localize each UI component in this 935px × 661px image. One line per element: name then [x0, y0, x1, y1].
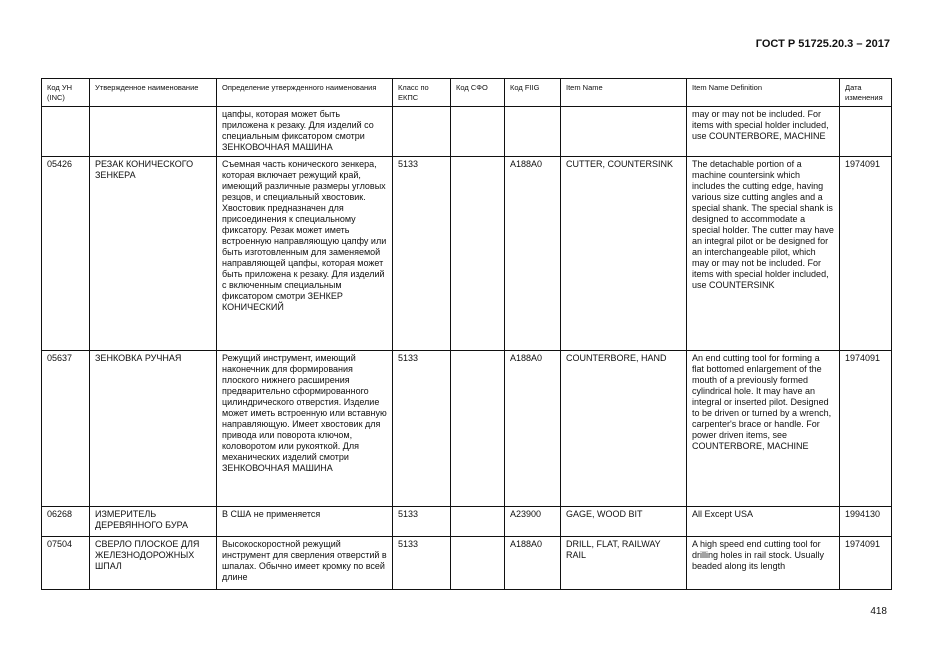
cell-change-date: 1974091	[840, 351, 892, 507]
cell-sfo-code	[451, 107, 505, 157]
cell-sfo-code	[451, 157, 505, 351]
column-header-definition: Определение утвержденного наименования	[217, 79, 393, 107]
column-header-item-name: Item Name	[561, 79, 687, 107]
cell-sfo-code	[451, 507, 505, 537]
table-header-row	[42, 79, 892, 107]
cell-change-date: 1994130	[840, 507, 892, 537]
cell-sfo-code	[451, 537, 505, 590]
table-row	[42, 507, 892, 537]
cell-inc: 07504	[42, 537, 90, 590]
cell-definition: Съемная часть конического зенкера, которая включает режущий край, имеющий различные размеры угловых резцов, и специальный хвостовик. Хвостовик предназначен для присоединения к специальному фиксатору. Резак может иметь встроенную направляющую цапфу или быть изготовленным для заменяемой направляющей цапфы, которая может быть приложена к резаку. Для изделий с включенным специальным фиксатором смотри ЗЕНКЕР КОНИЧЕСКИЙ	[217, 157, 393, 351]
nomenclature-table	[41, 78, 892, 590]
cell-inc: 06268	[42, 507, 90, 537]
column-header-approved-name: Утвержденное наименование	[90, 79, 217, 107]
cell-ekps-class	[393, 107, 451, 157]
column-header-ekps-class: Класс по ЕКПС	[393, 79, 451, 107]
cell-item-name-definition: An end cutting tool for forming a flat bottomed enlargement of the mouth of a previously formed cylindrical hole. It may have an integral or inserted pilot. Designed to be driven or turned by a wrench, carpenter's brace or handle. For power driven items, see COUNTERBORE, MACHINE	[687, 351, 840, 507]
cell-ekps-class: 5133	[393, 351, 451, 507]
cell-item-name-definition: A high speed end cutting tool for drilling holes in rail stock. Usually beaded along its length	[687, 537, 840, 590]
cell-ekps-class: 5133	[393, 157, 451, 351]
cell-approved-name: РЕЗАК КОНИЧЕСКОГО ЗЕНКЕРА	[90, 157, 217, 351]
cell-change-date: 1974091	[840, 537, 892, 590]
column-header-item-name-definition: Item Name Definition	[687, 79, 840, 107]
cell-fiig-code: A23900	[505, 507, 561, 537]
cell-item-name: CUTTER, COUNTERSINK	[561, 157, 687, 351]
cell-fiig-code: A188A0	[505, 351, 561, 507]
cell-item-name-definition: The detachable portion of a machine countersink which includes the cutting edge, having various size cutting angles and a special shank. The special shank is designed to accommodate a special holder. The cutter may have an integral pilot or be designed for an interchangeable pilot, which may or may not be included. For items with special holder included, use COUNTERSINK	[687, 157, 840, 351]
cell-fiig-code: A188A0	[505, 157, 561, 351]
document-header-title: ГОСТ Р 51725.20.3 – 2017	[755, 38, 890, 50]
cell-item-name: COUNTERBORE, HAND	[561, 351, 687, 507]
cell-item-name-definition: All Except USA	[687, 507, 840, 537]
cell-fiig-code	[505, 107, 561, 157]
cell-definition: Режущий инструмент, имеющий наконечник для формирования плоского нижнего расширения предварительно сформированного цилиндрического отверстия. Изделие может иметь встроенную или вставную направляющую. Имеет хвостовик для привода или поворота ключом, коловоротом или рукояткой. Для механических изделий смотри ЗЕНКОВОЧНАЯ МАШИНА	[217, 351, 393, 507]
table-row	[42, 351, 892, 507]
table-row	[42, 107, 892, 157]
cell-approved-name: ИЗМЕРИТЕЛЬ ДЕРЕВЯННОГО БУРА	[90, 507, 217, 537]
cell-approved-name	[90, 107, 217, 157]
table-row	[42, 537, 892, 590]
cell-approved-name: ЗЕНКОВКА РУЧНАЯ	[90, 351, 217, 507]
cell-fiig-code: A188A0	[505, 537, 561, 590]
cell-inc: 05426	[42, 157, 90, 351]
column-header-inc: Код УН (INC)	[42, 79, 90, 107]
cell-inc: 05637	[42, 351, 90, 507]
cell-item-name-definition: may or may not be included. For items with special holder included, use COUNTERBORE, MACHINE	[687, 107, 840, 157]
page-number: 418	[870, 606, 887, 617]
cell-item-name: DRILL, FLAT, RAILWAY RAIL	[561, 537, 687, 590]
cell-ekps-class: 5133	[393, 507, 451, 537]
cell-change-date: 1974091	[840, 157, 892, 351]
table-row	[42, 157, 892, 351]
cell-definition: цапфы, которая может быть приложена к резаку. Для изделий со специальным фиксатором смотри ЗЕНКОВОЧНАЯ МАШИНА	[217, 107, 393, 157]
column-header-fiig-code: Код FIIG	[505, 79, 561, 107]
cell-ekps-class: 5133	[393, 537, 451, 590]
cell-definition: В США не применяется	[217, 507, 393, 537]
cell-item-name: GAGE, WOOD BIT	[561, 507, 687, 537]
cell-inc	[42, 107, 90, 157]
cell-change-date	[840, 107, 892, 157]
cell-sfo-code	[451, 351, 505, 507]
column-header-sfo-code: Код СФО	[451, 79, 505, 107]
cell-item-name	[561, 107, 687, 157]
cell-definition: Высокоскоростной режущий инструмент для сверления отверстий в шпалах. Обычно имеет кромку по всей длине	[217, 537, 393, 590]
cell-approved-name: СВЕРЛО ПЛОСКОЕ ДЛЯ ЖЕЛЕЗНОДОРОЖНЫХ ШПАЛ	[90, 537, 217, 590]
column-header-change-date: Дата изменения	[840, 79, 892, 107]
